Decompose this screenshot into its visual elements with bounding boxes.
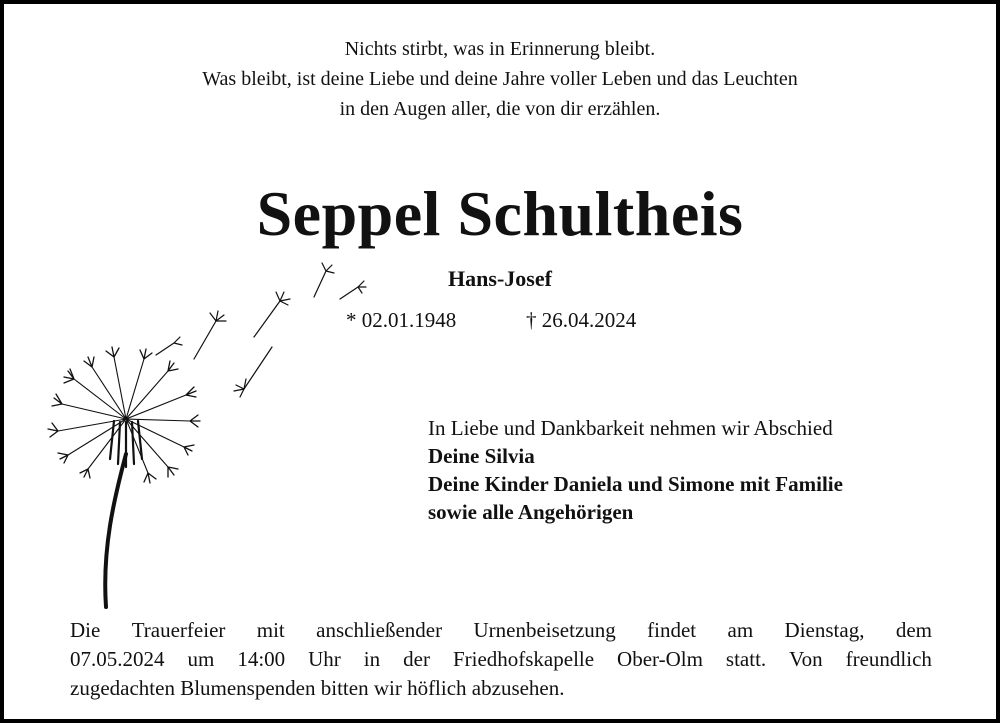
- notice-word: 14:00: [237, 647, 286, 671]
- notice-word: um: [187, 647, 215, 671]
- mourners-block: [428, 414, 843, 526]
- notice-word: Die: [70, 618, 101, 642]
- notice-word: freundlich: [845, 647, 932, 671]
- notice-word: mit: [256, 618, 285, 642]
- deceased-given-name: Hans-Josef: [448, 266, 552, 291]
- quote-line: Was bleibt, ist deine Liebe und deine Jahre voller Leben und das Leuchten: [202, 68, 798, 90]
- notice-word: Ober-Olm: [617, 647, 703, 671]
- notice-word: Friedhofskapelle: [452, 647, 595, 671]
- notice-word: Uhr: [308, 647, 341, 671]
- deceased-name: Seppel Schultheis: [256, 178, 744, 249]
- notice-word: Trauerfeier: [131, 618, 226, 642]
- dandelion-icon: [44, 259, 374, 619]
- mourner-relatives: sowie alle Angehörigen: [428, 500, 634, 524]
- notice-word: Dienstag,: [784, 618, 865, 642]
- notice-word: der: [403, 647, 430, 671]
- notice-word: am: [727, 618, 754, 642]
- notice-word: in: [363, 647, 381, 671]
- notice-word: statt.: [725, 647, 767, 671]
- mourner-spouse: Deine Silvia: [428, 444, 535, 468]
- notice-word: Urnenbeisetzung: [473, 618, 616, 642]
- notice-line-1: [70, 616, 932, 645]
- notice-word: 07.05.2024: [70, 647, 165, 671]
- quote-line: Nichts stirbt, was in Erinnerung bleibt.: [344, 38, 656, 60]
- memorial-quote: [4, 34, 996, 124]
- quote-line: in den Augen aller, die von dir erzählen.: [339, 98, 661, 120]
- mourner-children: Deine Kinder Daniela und Simone mit Familie: [428, 472, 843, 496]
- notice-line-3: zugedachten Blumenspenden bitten wir höflich abzusehen.: [70, 676, 565, 700]
- notice-word: dem: [895, 618, 932, 642]
- notice-word: anschließender: [316, 618, 443, 642]
- notice-line-2: [70, 645, 932, 674]
- birth-date: * 02.01.1948: [346, 308, 457, 332]
- farewell-intro: In Liebe und Dankbarkeit nehmen wir Abschied: [428, 416, 833, 440]
- death-date: † 26.04.2024: [526, 308, 637, 332]
- funeral-notice: [70, 616, 932, 703]
- notice-word: Von: [789, 647, 823, 671]
- notice-word: findet: [647, 618, 697, 642]
